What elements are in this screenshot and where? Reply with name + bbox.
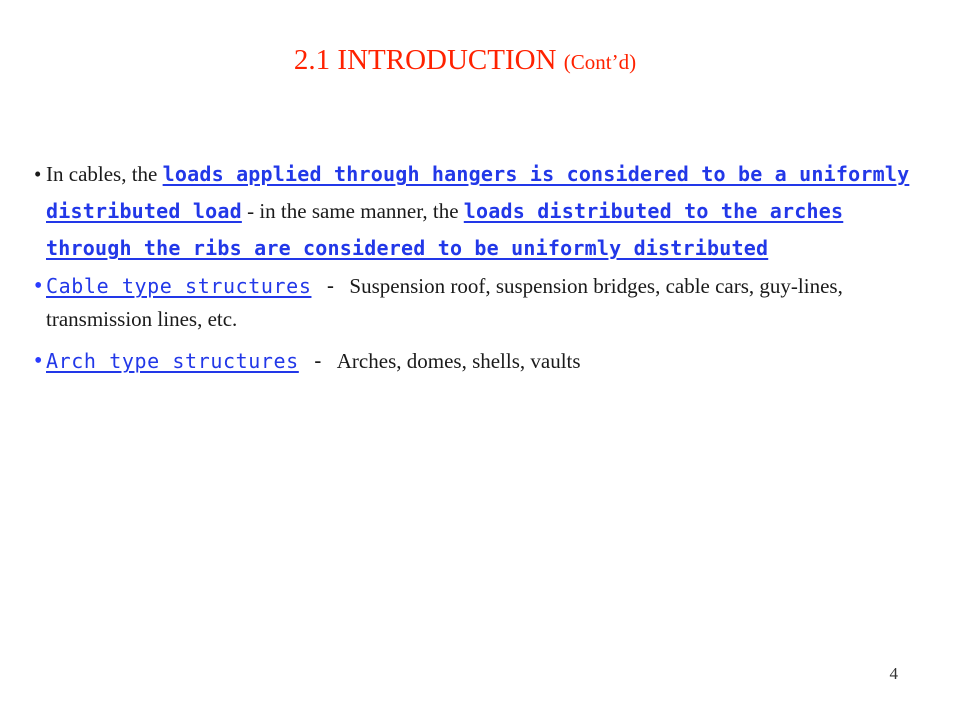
bullet-keyword-link[interactable]: loads distributed to the arches through the ribs are considered to be uniformly distributed: [46, 199, 844, 260]
bullet-separator: -: [298, 349, 337, 373]
bullet-marker: •: [34, 162, 42, 186]
bullet-keyword-link[interactable]: Cable type structures: [46, 274, 312, 298]
slide-title-sub: (Cont’d): [563, 50, 637, 74]
bullet-content: [46, 156, 934, 267]
bullet-text: Suspension roof, suspension bridges, cable cars, guy-lines, transmission lines, etc.: [46, 274, 843, 331]
slide-title: [0, 44, 930, 77]
bullet-marker: •: [34, 348, 43, 374]
bullet-text: Arches, domes, shells, vaults: [336, 349, 581, 373]
bullet-item-load-distribution: [34, 156, 934, 267]
bullet-keyword-link[interactable]: loads applied through hangers is considered to be a uniformly distributed load: [46, 162, 910, 223]
page-number: 4: [889, 664, 898, 683]
bullet-content: [46, 345, 934, 378]
bullet-keyword-link[interactable]: Arch type structures: [46, 349, 299, 373]
bullet-separator: -: [311, 274, 350, 298]
bullet-list: [34, 156, 934, 378]
slide-title-main: 2.1 INTRODUCTION: [293, 44, 557, 76]
bullet-marker: •: [34, 273, 43, 299]
bullet-item-cable-structures: [34, 270, 934, 336]
bullet-item-arch-structures: [34, 345, 934, 378]
bullet-text: - in the same manner, the: [241, 199, 464, 223]
bullet-content: [46, 270, 934, 336]
bullet-text: In cables, the: [46, 162, 163, 186]
